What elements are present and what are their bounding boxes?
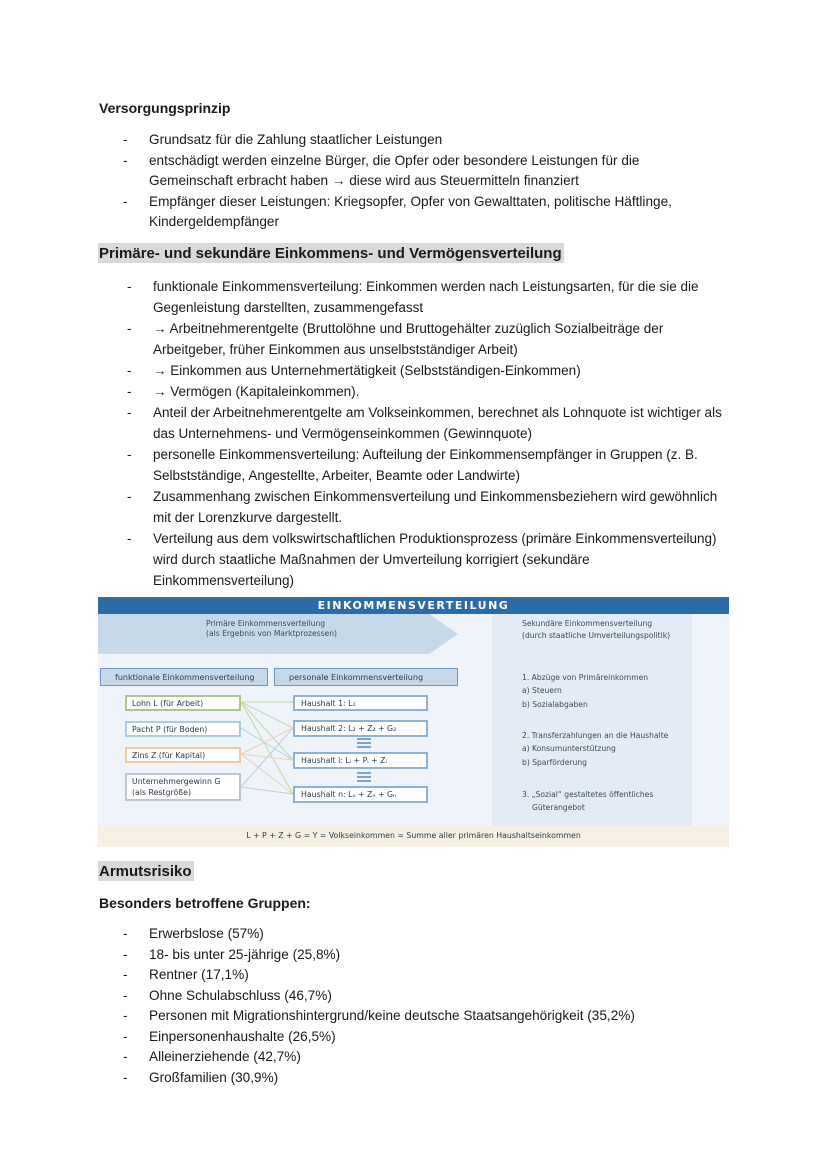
list-item: - Verteilung aus dem volkswirtschaftlichen Produktionsprozess (primäre Einkommensverteilung) wird durch staatliche Maßnahmen der Umverteilung korrigiert (sekundäre Einkommensverteilung) bbox=[153, 528, 733, 591]
list-item: - funktionale Einkommensverteilung: Einkommen werden nach Leistungsarten, für die sie die Gegenleistung darstellten, zusammengefasst bbox=[153, 276, 733, 318]
list-item: - personelle Einkommensverteilung: Aufteilung der Einkommensempfänger in Gruppen (z. B. Selbstständige, Angestellte, Arbeiter, Beamte oder Landwirte) bbox=[153, 444, 733, 486]
list-item: - Zusammenhang zwischen Einkommensverteilung und Einkommensbeziehern wird gewöhnlich mit der Lorenzkurve dargestellt. bbox=[153, 486, 733, 528]
list-item: - Alleinerziehende (42,7%) bbox=[149, 1047, 709, 1068]
list-item: - Großfamilien (30,9%) bbox=[149, 1068, 709, 1089]
list-item: - Empfänger dieser Leistungen: Kriegsopfer, Opfer von Gewalttaten, politische Häftlinge, Kindergeldempfänger bbox=[149, 192, 709, 233]
secondary-item: 1. Abzüge von Primäreinkommen bbox=[522, 673, 649, 682]
list-item: - Anteil der Arbeitnehmerentgelte am Volkseinkommen, berechnet als Lohnquote ist wichtiger als das Unternehmens- und Vermögenseinkommen (Gewinnquote) bbox=[153, 402, 733, 444]
list-item: - Rentner (17,1%) bbox=[149, 965, 709, 986]
secondary-item: a) Konsumunterstützung bbox=[522, 744, 616, 753]
list-item: - → Vermögen (Kapitaleinkommen). bbox=[153, 381, 733, 402]
secondary-item: a) Steuern bbox=[522, 686, 562, 695]
heading-einkommensverteilung: Primäre- und sekundäre Einkommens- und Vermögensverteilung bbox=[99, 245, 562, 262]
secondary-item: 2. Transferzahlungen an die Haushalte bbox=[522, 731, 669, 740]
household-box-2: Haushalt 2: L₂ + Z₂ + G₂ bbox=[293, 720, 428, 737]
heading-versorgungsprinzip: Versorgungsprinzip bbox=[99, 100, 231, 116]
armut-list bbox=[149, 924, 709, 1088]
list-item: - → Arbeitnehmerentgelte (Bruttolöhne und Bruttogehälter zuzüglich Sozialbeiträge der Arbeitgeber, früher Einkommen aus unselbstständiger Arbeit) bbox=[153, 318, 733, 360]
list-item: - Grundsatz für die Zahlung staatlicher Leistungen bbox=[149, 130, 709, 151]
list-item: - Erwerbslose (57%) bbox=[149, 924, 709, 945]
functional-box-zins: Zins Z (für Kapital) bbox=[125, 747, 241, 763]
list-item: - Einpersonenhaushalte (26,5%) bbox=[149, 1027, 709, 1048]
household-box-i: Haushalt i: Lᵢ + Pᵢ + Zᵢ bbox=[293, 752, 428, 769]
secondary-item: 3. „Sozial“ gestaltetes öffentliches bbox=[522, 790, 654, 799]
household-box-1: Haushalt 1: L₁ bbox=[293, 695, 428, 711]
list-item: - Ohne Schulabschluss (46,7%) bbox=[149, 986, 709, 1007]
subheading-gruppen: Besonders betroffene Gruppen: bbox=[99, 895, 311, 911]
functional-box-gewinn: Unternehmergewinn G (als Restgröße) bbox=[125, 773, 241, 801]
secondary-item: Güterangebot bbox=[532, 803, 585, 812]
primary-subtitle: (als Ergebnis von Marktprozessen) bbox=[206, 629, 337, 638]
secondary-title: Sekundäre Einkommensverteilung bbox=[522, 619, 653, 628]
list-item: - 18- bis unter 25-jährige (25,8%) bbox=[149, 945, 709, 966]
list-item: - → Einkommen aus Unternehmertätigkeit (Selbstständigen-Einkommen) bbox=[153, 360, 733, 381]
secondary-item: b) Sozialabgaben bbox=[522, 700, 588, 709]
verteilung-list bbox=[153, 276, 733, 591]
functional-header: funktionale Einkommensverteilung bbox=[100, 668, 268, 686]
versorgung-list bbox=[149, 130, 709, 233]
personal-header: personale Einkommensverteilung bbox=[274, 668, 458, 686]
list-item: - Personen mit Migrationshintergrund/keine deutsche Staatsangehörigkeit (35,2%) bbox=[149, 1006, 709, 1027]
secondary-item: b) Sparförderung bbox=[522, 758, 587, 767]
functional-box-pacht: Pacht P (für Boden) bbox=[125, 721, 241, 737]
heading-armutsrisiko: Armutsrisiko bbox=[99, 863, 192, 880]
primary-title: Primäre Einkommensverteilung bbox=[206, 619, 326, 628]
secondary-subtitle: (durch staatliche Umverteilungspolitik) bbox=[522, 631, 671, 640]
einkommensverteilung-figure bbox=[98, 597, 729, 847]
figure-title: EINKOMMENSVERTEILUNG bbox=[98, 597, 729, 614]
household-box-n: Haushalt n: Lₙ + Zₙ + Gₙ bbox=[293, 786, 428, 803]
figure-footer: L + P + Z + G = Y = Volkseinkommen = Summe aller primären Haushaltseinkommen bbox=[98, 826, 729, 847]
functional-box-lohn: Lohn L (für Arbeit) bbox=[125, 695, 241, 711]
list-item: - entschädigt werden einzelne Bürger, die Opfer oder besondere Leistungen für die Gemeinschaft erbracht haben → diese wird aus Steuermitteln finanziert bbox=[149, 151, 709, 192]
